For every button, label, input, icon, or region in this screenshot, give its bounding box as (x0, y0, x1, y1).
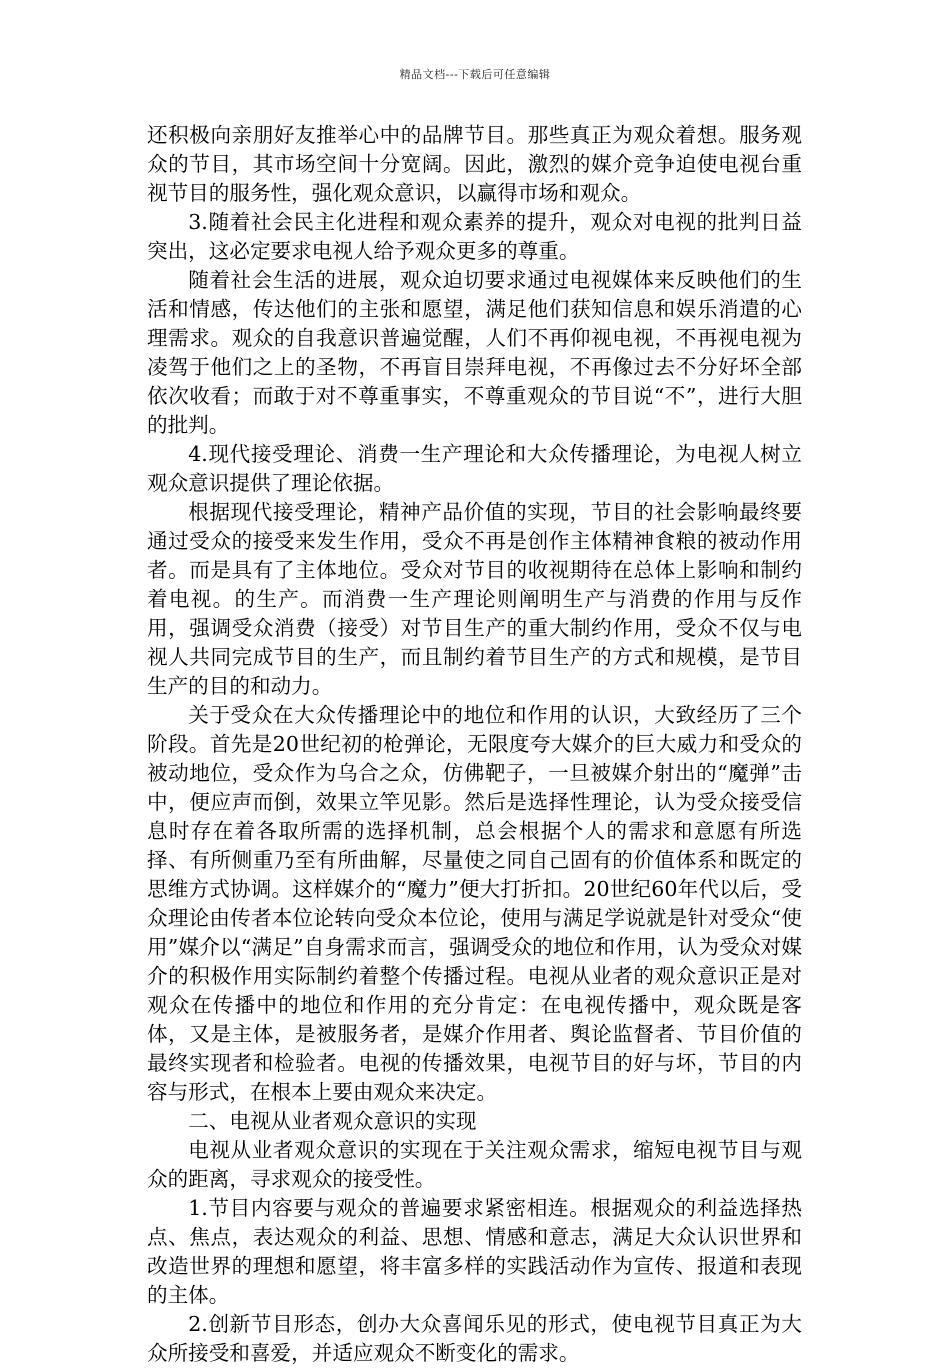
page-header: 精品文档---下载后可任意编辑 (399, 68, 551, 81)
paragraph: 根据现代接受理论，精神产品价值的实现，节目的社会影响最终要通过受众的接受来发生作用，受众不再是创作主体精神食粮的被动作用者。而是具有了主体地位。受众对节目的收视期待在总体上影响和制约着电视。的生产。而消费一生产理论则阐明生产与消费的作用与反作用，强调受众消费（接受）对节目生产的重大制约作用，受众不仅与电视人共同完成节目的生产，而且制约着节目生产的方式和规模，是节目生产的目的和动力。 (147, 500, 802, 698)
paragraph: 4.现代接受理论、消费一生产理论和大众传播理论，为电视人树立观众意识提供了理论依据。 (147, 442, 802, 495)
paragraph: 还积极向亲朋好友推举心中的品牌节目。那些真正为观众着想。服务观众的节目，其市场空间十分宽阔。因此，激烈的媒介竞争迫使电视台重视节目的服务性，强化观众意识，以赢得市场和观众。 (147, 123, 802, 205)
paragraph: 关于受众在大众传播理论中的地位和作用的认识，大致经历了三个阶段。首先是20世纪初的枪弹论，无限度夸大媒介的巨大威力和受众的被动地位，受众作为乌合之众，仿佛靶子，一旦被媒介射出的“魔弹”击中，便应声而倒，效果立竿见影。然后是选择性理论，认为受众接受信息时存在着各取所需的选择机制，总会根据个人的需求和意愿有所选择、有所侧重乃至有所曲解，尽量使之同自己固有的价值体系和既定的思维方式协调。这样媒介的“魔力”便大打折扣。20世纪60年代以后，受众理论由传者本位论转向受众本位论，使用与满足学说就是针对受众“使用”媒介以“满足”自身需求而言，强调受众的地位和作用，认为受众对媒介的积极作用实际制约着整个传播过程。电视从业者的观众意识正是对观众在传播中的地位和作用的充分肯定：在电视传播中，观众既是客体，又是主体，是被服务者，是媒介作用者、舆论监督者、节目价值的最终实现者和检验者。电视的传播效果，电视节目的好与坏，节目的内容与形式，在根本上要由观众来决定。 (147, 703, 802, 1104)
paragraph: 1.节目内容要与观众的普遍要求紧密相连。根据观众的利益选择热点、焦点，表达观众的利益、思想、情感和意志，满足大众认识世界和改造世界的理想和愿望，将丰富多样的实践活动作为宣传、报道和表现的主体。 (147, 1196, 802, 1307)
document-body (147, 121, 802, 1368)
paragraph: 3.随着社会民主化进程和观众素养的提升，观众对电视的批判日益突出，这必定要求电视人给予观众更多的尊重。 (147, 210, 802, 263)
section-heading: 二、电视从业者观众意识的实现 (188, 1109, 477, 1133)
paragraph: 随着社会生活的进展，观众迫切要求通过电视媒体来反映他们的生活和情感，传达他们的主张和愿望，满足他们获知信息和娱乐消遣的心理需求。观众的自我意识普遍觉醒，人们不再仰视电视，不再视电视为凌驾于他们之上的圣物，不再盲目崇拜电视，不再像过去不分好坏全部依次收看；而敢于对不尊重事实，不尊重观众的节目说“不”，进行大胆的批判。 (147, 268, 802, 437)
paragraph: 2.创新节目形态，创办大众喜闻乐见的形式，使电视节目真正为大众所接受和喜爱，并适应观众不断变化的需求。 (147, 1312, 802, 1365)
paragraph: 电视从业者观众意识的实现在于关注观众需求，缩短电视节目与观众的距离，寻求观众的接受性。 (147, 1138, 802, 1191)
